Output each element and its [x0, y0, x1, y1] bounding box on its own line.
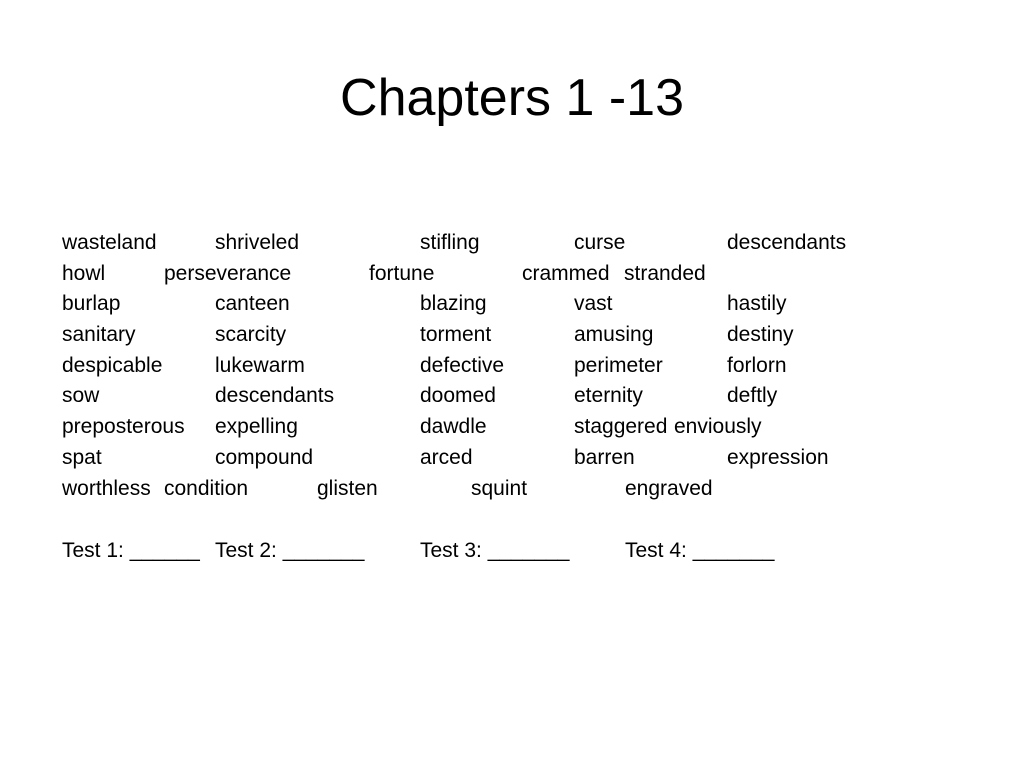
vocab-word: squint — [471, 476, 528, 500]
vocab-word: engraved — [625, 476, 713, 500]
vocab-word: perseverance — [164, 261, 292, 285]
vocab-word: descendants — [727, 231, 847, 254]
vocab-word: descendants — [215, 384, 335, 408]
vocab-word: forlorn — [727, 353, 787, 377]
vocab-word: wasteland — [62, 231, 157, 254]
vocab-word: sanitary — [62, 323, 136, 347]
word-row — [62, 443, 962, 474]
word-row — [62, 289, 962, 320]
vocab-word: barren — [574, 445, 635, 469]
vocab-word: shriveled — [215, 231, 300, 254]
vocab-word: preposterous — [62, 415, 185, 439]
word-row — [62, 351, 962, 382]
vocab-word: canteen — [215, 292, 290, 316]
vocab-word: expression — [727, 445, 829, 469]
word-row — [62, 474, 962, 505]
word-row — [62, 381, 962, 412]
test-3-label: Test 3: _______ — [420, 539, 570, 562]
vocab-word: fortune — [369, 261, 435, 285]
vocab-word: arced — [420, 445, 473, 469]
vocab-word: scarcity — [215, 323, 287, 347]
vocab-word: destiny — [727, 323, 794, 347]
word-row — [62, 412, 962, 443]
test-score-row — [62, 536, 962, 567]
vocab-word: condition — [164, 476, 249, 500]
test-4-label: Test 4: _______ — [625, 539, 775, 562]
vocab-word: stranded — [624, 261, 706, 285]
vocab-word: lukewarm — [215, 353, 305, 377]
vocab-word: hastily — [727, 292, 787, 316]
vocab-word: defective — [420, 353, 505, 377]
vocab-word: amusing — [574, 323, 654, 347]
vocab-word: despicable — [62, 353, 163, 377]
word-row — [62, 259, 962, 290]
vocab-word: perimeter — [574, 353, 663, 377]
vocab-word: compound — [215, 445, 314, 469]
vocab-word: expelling — [215, 415, 298, 439]
vocab-word: curse — [574, 231, 626, 254]
vocabulary-word-grid — [62, 228, 962, 504]
vocab-word: deftly — [727, 384, 778, 408]
vocab-word: dawdle — [420, 415, 487, 439]
vocab-word: blazing — [420, 292, 487, 316]
vocab-word: torment — [420, 323, 492, 347]
test-1-label: Test 1: ______ — [62, 539, 200, 562]
slide-title: Chapters 1 -13 — [340, 69, 684, 127]
vocab-word: worthless — [62, 476, 151, 500]
vocab-word: enviously — [674, 415, 762, 439]
vocab-word: crammed — [522, 261, 610, 285]
vocab-word: doomed — [420, 384, 496, 408]
vocab-word: sow — [62, 384, 100, 408]
vocab-word: vast — [574, 292, 613, 316]
word-row — [62, 228, 962, 259]
vocab-word: eternity — [574, 384, 643, 408]
vocab-word: staggered — [574, 415, 668, 439]
word-row — [62, 320, 962, 351]
vocab-word: glisten — [317, 476, 378, 500]
vocab-word: howl — [62, 261, 106, 285]
vocab-word: stifling — [420, 231, 480, 254]
vocab-word: burlap — [62, 292, 121, 316]
vocab-word: spat — [62, 445, 102, 469]
test-2-label: Test 2: _______ — [215, 539, 365, 562]
